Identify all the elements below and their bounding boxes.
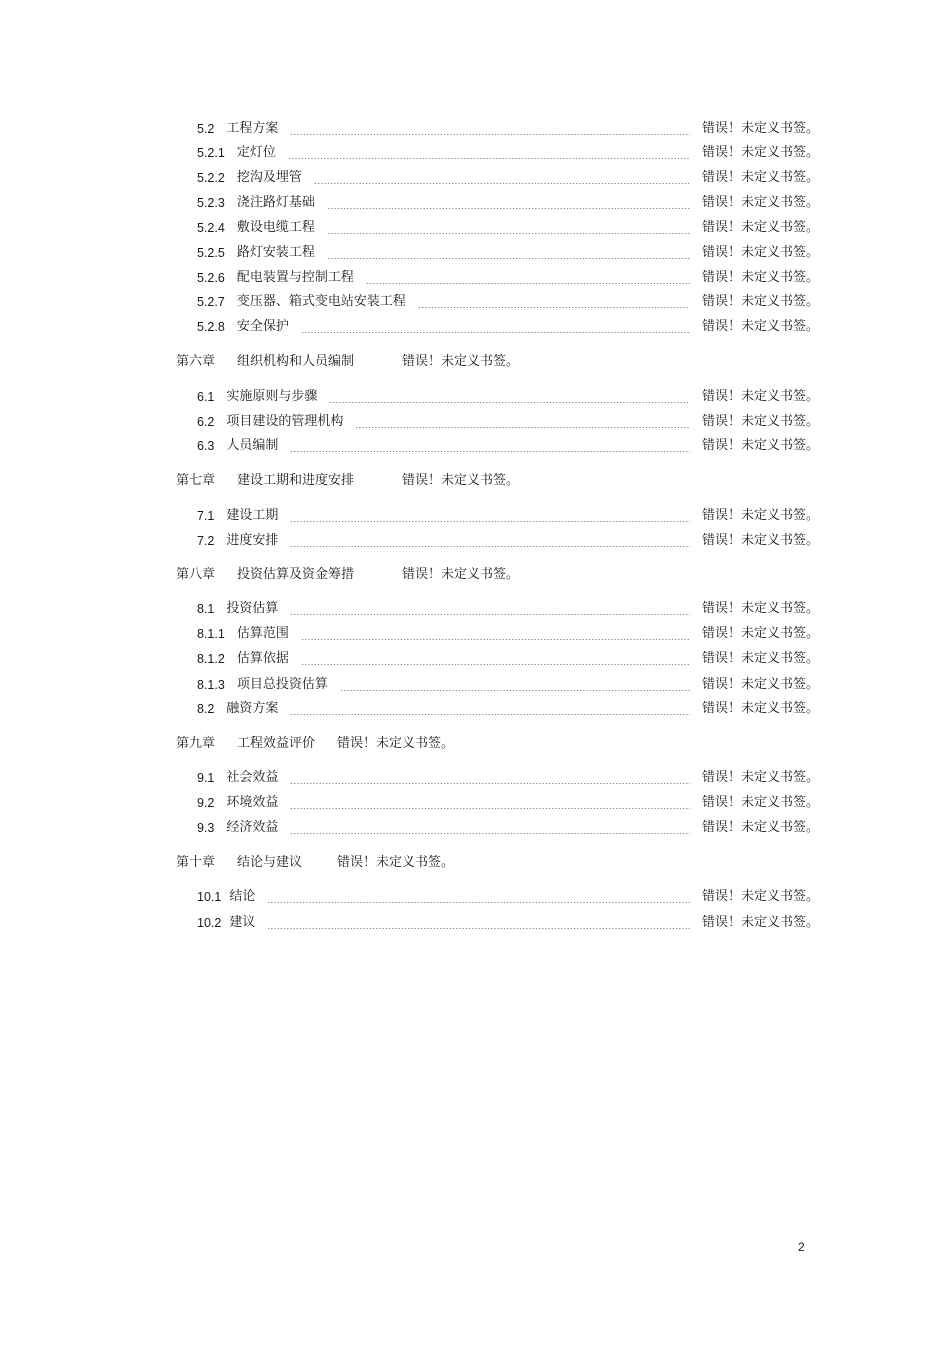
- toc-page-ref: 错误！未定义书签。: [402, 473, 520, 488]
- toc-number: 6.1: [197, 390, 215, 404]
- toc-title: 进度安排: [226, 533, 279, 548]
- dot-leader: [290, 521, 690, 522]
- toc-chapter-10[interactable]: [176, 853, 454, 873]
- toc-number: 5.2.3: [197, 196, 225, 210]
- dot-leader: [366, 283, 690, 284]
- toc-number: 5.2.5: [197, 246, 225, 260]
- dot-leader: [267, 928, 690, 929]
- toc-page-ref: 错误！未定义书签。: [701, 677, 819, 692]
- toc-page-ref: 错误！未定义书签。: [337, 855, 455, 870]
- toc-title: 社会效益: [226, 770, 279, 785]
- toc-number: 5.2.6: [197, 271, 225, 285]
- toc-entry-8-1-2[interactable]: [197, 649, 819, 669]
- toc-title: 融资方案: [226, 701, 279, 716]
- dot-leader: [418, 307, 690, 308]
- toc-number: 7.2: [197, 534, 215, 548]
- toc-entry-5-2-7[interactable]: [197, 292, 819, 312]
- toc-number: 5.2.1: [197, 146, 225, 160]
- toc-number: 10.2: [197, 916, 222, 930]
- toc-page-ref: 错误！未定义书签。: [701, 389, 819, 404]
- toc-entry-9-1[interactable]: [197, 768, 819, 788]
- toc-page-ref: 错误！未定义书签。: [701, 533, 819, 548]
- toc-title: 估算范围: [236, 626, 289, 641]
- toc-entry-10-2[interactable]: [197, 913, 819, 933]
- toc-entry-5-2[interactable]: [197, 119, 819, 139]
- toc-title: 项目建设的管理机构: [226, 414, 344, 429]
- dot-leader: [267, 902, 690, 903]
- toc-entry-9-2[interactable]: [197, 793, 819, 813]
- toc-number: 5.2.2: [197, 171, 225, 185]
- toc-entry-5-2-2[interactable]: [197, 168, 819, 188]
- chapter-label: 第九章: [176, 736, 216, 751]
- toc-title: 安全保护: [236, 319, 289, 334]
- chapter-title: 工程效益评价: [237, 736, 316, 751]
- toc-entry-5-2-3[interactable]: [197, 193, 819, 213]
- toc-page-ref: 错误！未定义书签。: [701, 889, 819, 904]
- toc-number: 5.2.4: [197, 221, 225, 235]
- toc-title: 实施原则与步骤: [226, 389, 318, 404]
- toc-page-ref: 错误！未定义书签。: [337, 736, 455, 751]
- dot-leader: [327, 258, 690, 259]
- toc-entry-9-3[interactable]: [197, 818, 819, 838]
- toc-number: 8.1: [197, 602, 215, 616]
- chapter-label: 第八章: [176, 567, 216, 582]
- dot-leader: [340, 690, 690, 691]
- toc-entry-5-2-5[interactable]: [197, 243, 819, 263]
- toc-title: 经济效益: [226, 820, 279, 835]
- toc-title: 环境效益: [226, 795, 279, 810]
- toc-entry-7-1[interactable]: [197, 506, 819, 526]
- dot-leader: [329, 402, 690, 403]
- dot-leader: [301, 332, 690, 333]
- dot-leader: [355, 427, 690, 428]
- toc-entry-5-2-4[interactable]: [197, 218, 819, 238]
- dot-leader: [290, 808, 690, 809]
- toc-page-ref: 错误！未定义书签。: [701, 121, 819, 136]
- toc-chapter-9[interactable]: [176, 734, 454, 754]
- toc-title: 工程方案: [226, 121, 279, 136]
- toc-number: 8.2: [197, 702, 215, 716]
- toc-entry-7-2[interactable]: [197, 531, 819, 551]
- toc-title: 项目总投资估算: [236, 677, 328, 692]
- toc-number: 10.1: [197, 890, 222, 904]
- toc-entry-6-1[interactable]: [197, 387, 819, 407]
- dot-leader: [314, 183, 690, 184]
- toc-number: 6.2: [197, 415, 215, 429]
- toc-entry-10-1[interactable]: [197, 887, 819, 907]
- toc-page-ref: 错误！未定义书签。: [701, 508, 819, 523]
- toc-number: 7.1: [197, 509, 215, 523]
- toc-title: 敷设电缆工程: [236, 220, 315, 235]
- toc-page-ref: 错误！未定义书签。: [701, 170, 819, 185]
- chapter-title: 投资估算及资金筹措: [237, 567, 355, 582]
- toc-title: 建设工期: [226, 508, 279, 523]
- toc-number: 5.2: [197, 122, 215, 136]
- dot-leader: [290, 134, 690, 135]
- toc-number: 9.3: [197, 821, 215, 835]
- toc-entry-6-2[interactable]: [197, 412, 819, 432]
- toc-chapter-8[interactable]: [176, 565, 519, 585]
- toc-title: 人员编制: [226, 438, 279, 453]
- toc-page-ref: 错误！未定义书签。: [402, 567, 520, 582]
- dot-leader: [290, 783, 690, 784]
- chapter-label: 第七章: [176, 473, 216, 488]
- toc-page-ref: 错误！未定义书签。: [701, 915, 819, 930]
- toc-title: 结论: [229, 889, 256, 904]
- toc-entry-8-1-1[interactable]: [197, 624, 819, 644]
- toc-page-ref: 错误！未定义书签。: [701, 601, 819, 616]
- toc-page-ref: 错误！未定义书签。: [701, 414, 819, 429]
- toc-number: 8.1.2: [197, 652, 225, 666]
- toc-entry-5-2-1[interactable]: [197, 143, 819, 163]
- toc-number: 9.1: [197, 771, 215, 785]
- dot-leader: [290, 833, 690, 834]
- toc-entry-5-2-6[interactable]: [197, 268, 819, 288]
- toc-chapter-7[interactable]: [176, 471, 519, 491]
- toc-page-ref: 错误！未定义书签。: [701, 195, 819, 210]
- toc-entry-8-2[interactable]: [197, 699, 819, 719]
- chapter-label: 第六章: [176, 354, 216, 369]
- toc-page-ref: 错误！未定义书签。: [701, 701, 819, 716]
- toc-page-ref: 错误！未定义书签。: [402, 354, 520, 369]
- toc-entry-8-1-3[interactable]: [197, 675, 819, 695]
- dot-leader: [327, 208, 690, 209]
- dot-leader: [301, 664, 690, 665]
- toc-number: 8.1.3: [197, 678, 225, 692]
- dot-leader: [301, 639, 690, 640]
- toc-page-ref: 错误！未定义书签。: [701, 438, 819, 453]
- toc-chapter-6[interactable]: [176, 352, 519, 372]
- toc-title: 配电装置与控制工程: [236, 270, 354, 285]
- toc-title: 挖沟及埋管: [236, 170, 302, 185]
- toc-title: 定灯位: [236, 145, 276, 160]
- toc-title: 估算依据: [236, 651, 289, 666]
- chapter-title: 建设工期和进度安排: [237, 473, 355, 488]
- toc-page-ref: 错误！未定义书签。: [701, 795, 819, 810]
- dot-leader: [290, 451, 690, 452]
- toc-page-ref: 错误！未定义书签。: [701, 294, 819, 309]
- toc-page-ref: 错误！未定义书签。: [701, 820, 819, 835]
- toc-page-ref: 错误！未定义书签。: [701, 319, 819, 334]
- toc-entry-8-1[interactable]: [197, 599, 819, 619]
- toc-title: 浇注路灯基础: [236, 195, 315, 210]
- toc-page-ref: 错误！未定义书签。: [701, 770, 819, 785]
- toc-page-ref: 错误！未定义书签。: [701, 651, 819, 666]
- dot-leader: [290, 546, 690, 547]
- toc-page-ref: 错误！未定义书签。: [701, 270, 819, 285]
- toc-number: 9.2: [197, 796, 215, 810]
- toc-title: 投资估算: [226, 601, 279, 616]
- dot-leader: [290, 714, 690, 715]
- toc-page-ref: 错误！未定义书签。: [701, 245, 819, 260]
- toc-number: 6.3: [197, 439, 215, 453]
- toc-page-ref: 错误！未定义书签。: [701, 626, 819, 641]
- toc-number: 8.1.1: [197, 627, 225, 641]
- toc-entry-5-2-8[interactable]: [197, 317, 819, 337]
- dot-leader: [290, 614, 690, 615]
- toc-title: 变压器、箱式变电站安装工程: [236, 294, 406, 309]
- toc-number: 5.2.7: [197, 295, 225, 309]
- toc-page-ref: 错误！未定义书签。: [701, 145, 819, 160]
- toc-entry-6-3[interactable]: [197, 436, 819, 456]
- dot-leader: [327, 233, 690, 234]
- toc-title: 建议: [229, 915, 256, 930]
- page-number: 2: [798, 1240, 805, 1254]
- dot-leader: [288, 158, 690, 159]
- toc-page-ref: 错误！未定义书签。: [701, 220, 819, 235]
- chapter-title: 结论与建议: [237, 855, 303, 870]
- chapter-label: 第十章: [176, 855, 216, 870]
- toc-title: 路灯安装工程: [236, 245, 315, 260]
- chapter-title: 组织机构和人员编制: [237, 354, 355, 369]
- toc-number: 5.2.8: [197, 320, 225, 334]
